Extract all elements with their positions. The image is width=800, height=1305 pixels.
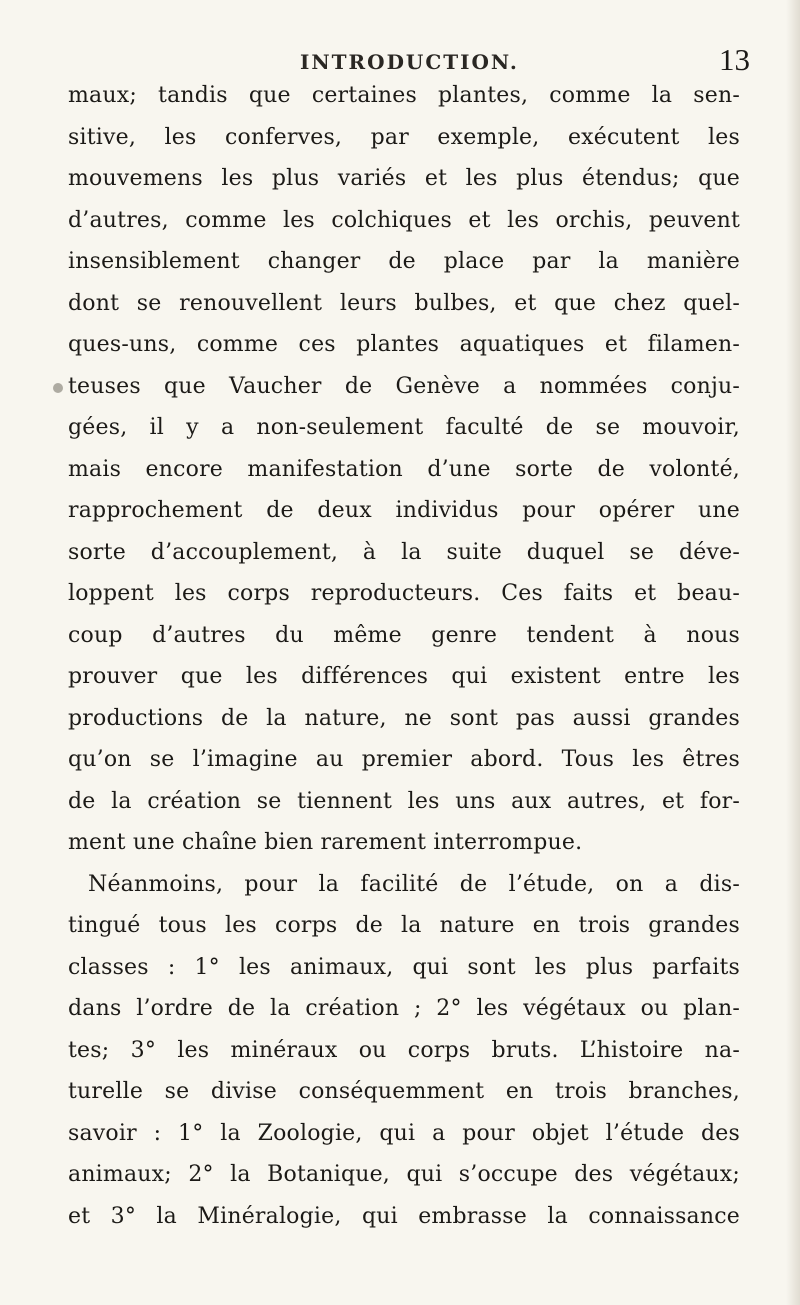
text-line: dont se renouvellent leurs bulbes, et que chez quel- xyxy=(68,290,740,316)
text-line: turelle se divise conséquemment en trois branches, xyxy=(68,1079,740,1104)
text-line: sorte d’accouplement, à la suite duquel se déve- xyxy=(68,539,740,565)
text-line: ment une chaîne bien rarement interrompue. xyxy=(68,830,583,855)
text-line: mais encore manifestation d’une sorte de volonté, xyxy=(68,456,740,482)
page-number: 13 xyxy=(719,42,750,77)
text-line: maux; tandis que certaines plantes, comme la sen- xyxy=(68,83,740,108)
text-line: rapprochement de deux individus pour opérer une xyxy=(68,498,740,523)
text-line: tingué tous les corps de la nature en trois grandes xyxy=(68,913,740,938)
text-line: prouver que les différences qui existent entre les xyxy=(68,664,740,689)
text-line: classes : 1° les animaux, qui sont les plus parfaits xyxy=(68,954,740,980)
text-line: tes; 3° les minéraux ou corps bruts. L’histoire na- xyxy=(68,1037,740,1063)
text-line: coup d’autres du même genre tendent à nous xyxy=(68,622,740,648)
text-line: et 3° la Minéralogie, qui embrasse la connaissance xyxy=(68,1203,740,1229)
body-text xyxy=(68,75,740,1237)
text-line: ques-uns, comme ces plantes aquatiques et filamen- xyxy=(68,332,740,357)
text-line: de la création se tiennent les uns aux autres, et for- xyxy=(68,788,740,814)
page-edge-shadow xyxy=(786,0,800,1305)
text-line: animaux; 2° la Botanique, qui s’occupe des végétaux; xyxy=(68,1162,740,1187)
text-line: loppent les corps reproducteurs. Ces faits et beau- xyxy=(68,581,740,606)
text-line: savoir : 1° la Zoologie, qui a pour objet l’étude des xyxy=(68,1120,740,1146)
running-title: INTRODUCTION. xyxy=(300,50,519,74)
ink-spot xyxy=(53,383,63,393)
text-line: sitive, les conferves, par exemple, exécutent les xyxy=(68,124,740,150)
text-line: teuses que Vaucher de Genève a nommées conju- xyxy=(68,373,740,399)
text-line: insensiblement changer de place par la manière xyxy=(68,249,740,274)
text-line: productions de la nature, ne sont pas aussi grandes xyxy=(68,705,740,731)
text-line: mouvemens les plus variés et les plus étendus; que xyxy=(68,166,740,191)
text-line: dans l’ordre de la création ; 2° les végétaux ou plan- xyxy=(68,996,740,1021)
text-line: Néanmoins, pour la facilité de l’étude, on a dis- xyxy=(88,871,740,897)
text-line: qu’on se l’imagine au premier abord. Tous les êtres xyxy=(68,747,740,772)
text-line: d’autres, comme les colchiques et les orchis, peuvent xyxy=(68,207,740,233)
text-line: gées, il y a non-seulement faculté de se mouvoir, xyxy=(68,415,740,440)
